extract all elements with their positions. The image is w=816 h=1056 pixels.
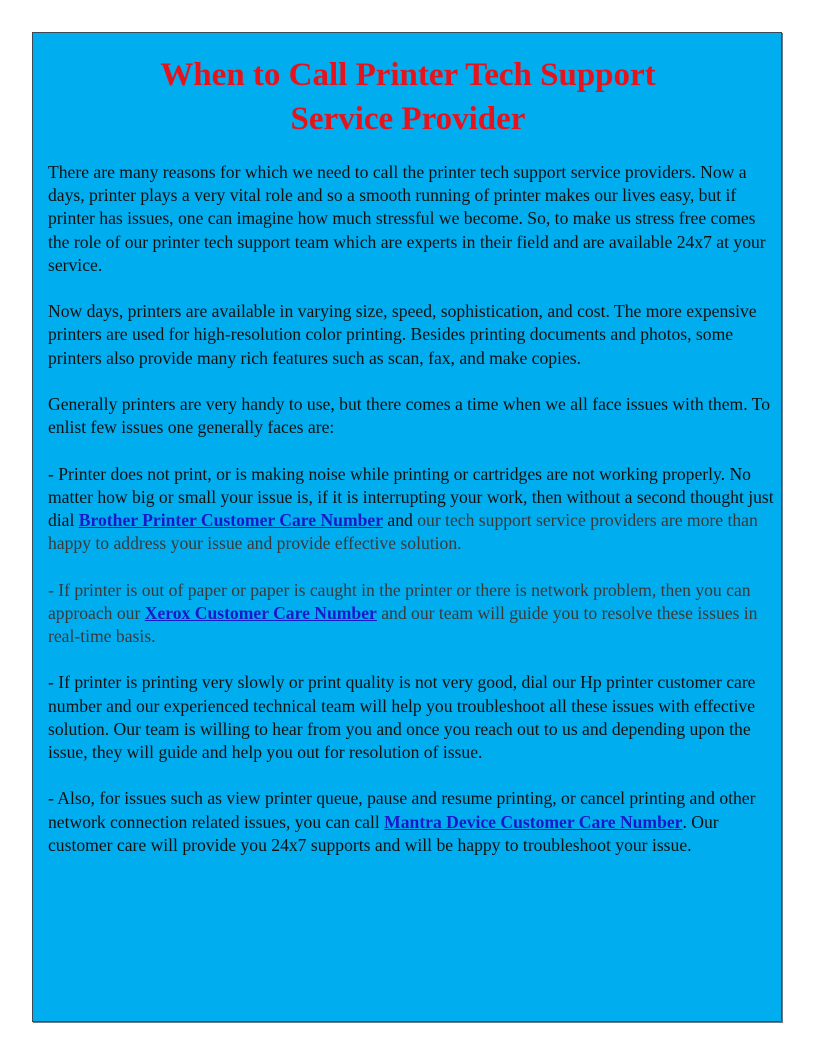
issue-paper-text-tail: and our team will guide you to resolve these issues in real-time basis. [48, 602, 758, 646]
xerox-care-link[interactable]: Xerox Customer Care Number [144, 602, 377, 623]
issue-print-text-tail: our tech support service providers are more than happy to address your issue and provide effective solution. [48, 510, 758, 554]
paragraph-printer-types: Now days, printers are available in varying size, speed, sophistication, and cost. The more expensive printers are used for high-resolution color printing. Besides printing documents and photos, some printers also provide many rich features such as scan, fax, and make copies. [48, 301, 757, 368]
issue-print-text-after-link: and [383, 510, 413, 530]
issue-print-text: - Printer does not print, or is making noise while printing or cartridges are not working properly. No matter how big or small your issue is, if it is interrupting your work, then without a second thought just dial [48, 463, 774, 530]
document-body [48, 161, 776, 880]
brother-care-link[interactable]: Brother Printer Customer Care Number [78, 510, 384, 530]
paragraph-issue-paper [48, 579, 776, 649]
paragraph-issues-intro: Generally printers are very handy to use, but there comes a time when we all face issues with them. To enlist few issues one generally faces are: [48, 394, 770, 438]
page-frame [32, 32, 782, 1022]
issue-paper-text: - If printer is out of paper or paper is caught in the printer or there is network problem, then you can approach our [48, 579, 751, 623]
page-title [33, 53, 783, 141]
mantra-care-link[interactable]: Mantra Device Customer Care Number [384, 811, 683, 832]
paragraph-issue-quality: - If printer is printing very slowly or print quality is not very good, dial our Hp printer customer care number and our experienced technical team will help you troubleshoot all these issues with effective solution. Our team is willing to hear from you and once you reach out to us and depending upon the issue, they will guide and help you out for resolution of issue. [48, 672, 756, 762]
title-line-2: Service Provider [290, 101, 526, 137]
paragraph-issue-print [48, 463, 776, 556]
title-line-1: When to Call Printer Tech Support [160, 57, 656, 93]
paragraph-issue-queue [48, 787, 776, 857]
issue-queue-text-tail: . Our customer care will provide you 24x7 supports and will be happy to troubleshoot your issue. [48, 811, 719, 855]
issue-queue-text: - Also, for issues such as view printer queue, pause and resume printing, or cancel printing and other network connection related issues, you can call [48, 788, 756, 832]
paragraph-intro: There are many reasons for which we need to call the printer tech support service providers. Now a days, printer plays a very vital role and so a smooth running of printer makes our lives easy, but if printer has issues, one can imagine how much stressful we become. So, to make us stress free comes the role of our printer tech support team which are experts in their field and are available 24x7 at your service. [48, 162, 766, 275]
